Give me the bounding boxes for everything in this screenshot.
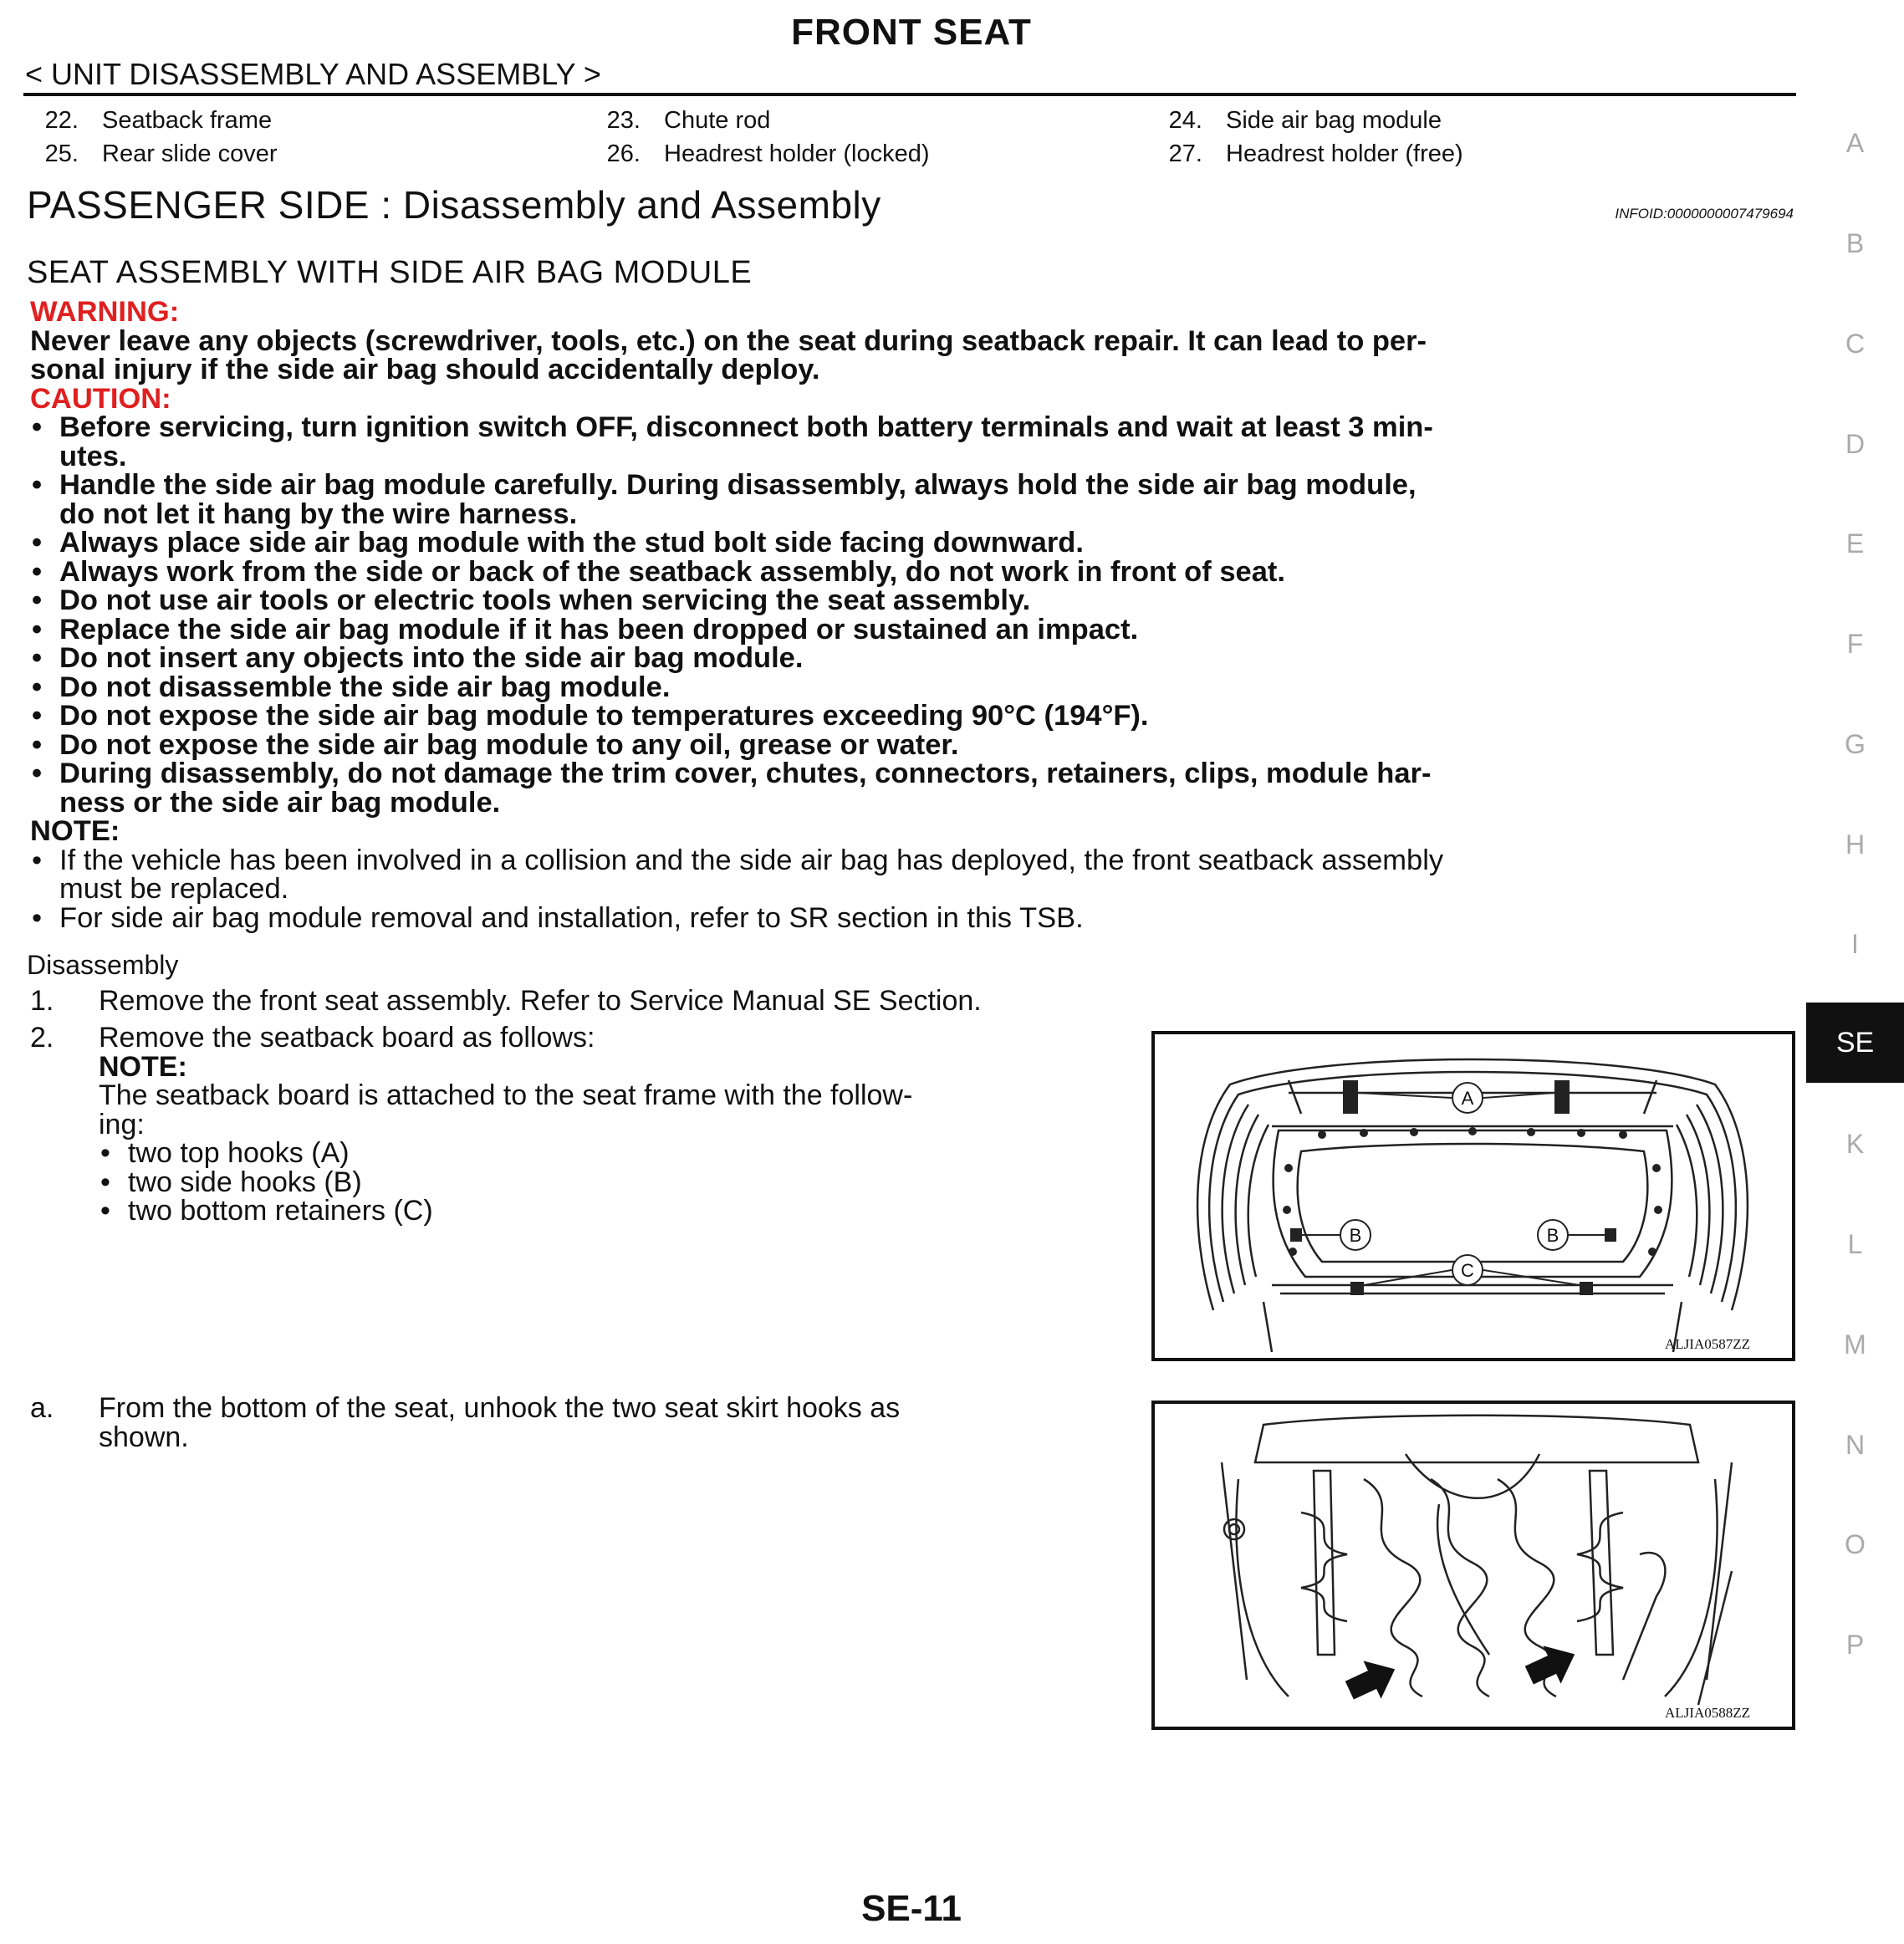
list-item: • Do not expose the side air bag module to temperatures exceeding 90°C (194°F). bbox=[30, 702, 1794, 731]
legend-item: 26. Headrest holder (locked) bbox=[606, 140, 930, 167]
list-item: • Always place side air bag module with the stud bolt side facing downward. bbox=[30, 528, 1794, 558]
tab-f[interactable]: F bbox=[1846, 629, 1864, 659]
callout-c: C bbox=[1461, 1260, 1474, 1281]
list-item: • Before servicing, turn ignition switch OFF, disconnect both battery terminals and wait at least 3 min- utes. bbox=[30, 413, 1794, 471]
list-item: • Do not disassemble the side air bag module. bbox=[30, 673, 1794, 702]
list-item: • Always work from the side or back of the seatback assembly, do not work in front of seat. bbox=[30, 558, 1794, 587]
callout-b-left: B bbox=[1349, 1225, 1362, 1246]
section-title: PASSENGER SIDE : Disassembly and Assembly bbox=[27, 183, 881, 227]
section-subtitle: SEAT ASSEMBLY WITH SIDE AIR BAG MODULE bbox=[27, 255, 753, 290]
seat-skirt-figure bbox=[1151, 1401, 1795, 1730]
list-item: • two side hooks (B) bbox=[99, 1168, 912, 1197]
seatback-board-figure bbox=[1151, 1031, 1795, 1361]
step-2: 2. Remove the seatback board as follows: NOTE: The seatback board is attached to the seat frame with the follow- ing: • two top hooks (A) • two side hooks (B) • two bottom retainers (C) bbox=[30, 1023, 1142, 1241]
page-title: FRONT SEAT bbox=[791, 12, 1032, 53]
tab-k[interactable]: K bbox=[1845, 1129, 1865, 1159]
step-a: a. From the bottom of the seat, unhook the two seat skirt hooks as shown. bbox=[30, 1392, 901, 1453]
list-item: • Handle the side air bag module carefully. During disassembly, always hold the side air bag module, do not let it hang by the wire harness. bbox=[30, 471, 1794, 528]
callout-a: A bbox=[1461, 1088, 1474, 1109]
tab-l[interactable]: L bbox=[1847, 1229, 1863, 1259]
tab-p[interactable]: P bbox=[1845, 1630, 1865, 1660]
tab-se-active[interactable]: SE bbox=[1806, 1003, 1904, 1083]
callout-b-right: B bbox=[1546, 1225, 1559, 1246]
tab-i[interactable]: I bbox=[1851, 929, 1859, 959]
list-item: • Do not use air tools or electric tools when servicing the seat assembly. bbox=[30, 586, 1794, 615]
list-item: • Replace the side air bag module if it has been dropped or sustained an impact. bbox=[30, 615, 1794, 645]
tab-m[interactable]: M bbox=[1844, 1329, 1866, 1360]
safety-block bbox=[30, 298, 1794, 932]
list-item: • During disassembly, do not damage the trim cover, chutes, connectors, retainers, clips, module har- ness or the side air bag module. bbox=[30, 759, 1794, 817]
tab-n[interactable]: N bbox=[1845, 1430, 1866, 1460]
tab-o[interactable]: O bbox=[1845, 1529, 1866, 1559]
header-rule bbox=[23, 93, 1796, 96]
page-number: SE-11 bbox=[861, 1888, 962, 1929]
list-item: • For side air bag module removal and installation, refer to SR section in this TSB. bbox=[30, 904, 1794, 933]
legend-item: 22. Seatback frame bbox=[44, 107, 273, 134]
tab-a[interactable]: A bbox=[1845, 128, 1865, 158]
legend-item: 27. Headrest holder (free) bbox=[1168, 140, 1463, 167]
info-id: INFOID:0000000007479694 bbox=[1615, 206, 1794, 222]
list-item: • If the vehicle has been involved in a collision and the side air bag has deployed, the front seatback assembly must be replaced. bbox=[30, 846, 1794, 904]
list-item: • two bottom retainers (C) bbox=[99, 1197, 912, 1226]
breadcrumb: < UNIT DISASSEMBLY AND ASSEMBLY > bbox=[25, 57, 601, 91]
warning-text: Never leave any objects (screwdriver, tools, etc.) on the seat during seatback repair. It can lead to per- sonal injury if the side air bag should accidentally deploy. bbox=[30, 324, 1427, 385]
warning-label: WARNING: bbox=[30, 296, 180, 328]
tab-g[interactable]: G bbox=[1845, 729, 1866, 759]
tab-d[interactable]: D bbox=[1845, 429, 1866, 459]
caution-list bbox=[30, 413, 1794, 817]
list-item: • Do not expose the side air bag module to any oil, grease or water. bbox=[30, 731, 1794, 760]
step-1: 1. Remove the front seat assembly. Refer to Service Manual SE Section. bbox=[30, 985, 982, 1017]
tab-c[interactable]: C bbox=[1845, 329, 1866, 359]
note-list bbox=[30, 846, 1794, 933]
tab-e[interactable]: E bbox=[1845, 528, 1865, 559]
legend-item: 24. Side air bag module bbox=[1168, 107, 1442, 134]
figure-code: ALJIA0588ZZ bbox=[1665, 1705, 1750, 1721]
list-item: • two top hooks (A) bbox=[99, 1139, 912, 1168]
tab-h[interactable]: H bbox=[1845, 829, 1866, 860]
list-item: • Do not insert any objects into the side air bag module. bbox=[30, 644, 1794, 673]
caution-label: CAUTION: bbox=[30, 382, 171, 415]
legend-item: 25. Rear slide cover bbox=[44, 140, 278, 167]
seat-bottom-diagram bbox=[1155, 1404, 1792, 1727]
seatback-diagram bbox=[1155, 1034, 1792, 1358]
disassembly-heading: Disassembly bbox=[27, 950, 179, 980]
hook-list bbox=[99, 1139, 912, 1226]
note-label: NOTE: bbox=[30, 815, 120, 847]
legend-item: 23. Chute rod bbox=[606, 107, 771, 134]
figure-code: ALJIA0587ZZ bbox=[1665, 1336, 1750, 1352]
tab-b[interactable]: B bbox=[1845, 228, 1865, 258]
